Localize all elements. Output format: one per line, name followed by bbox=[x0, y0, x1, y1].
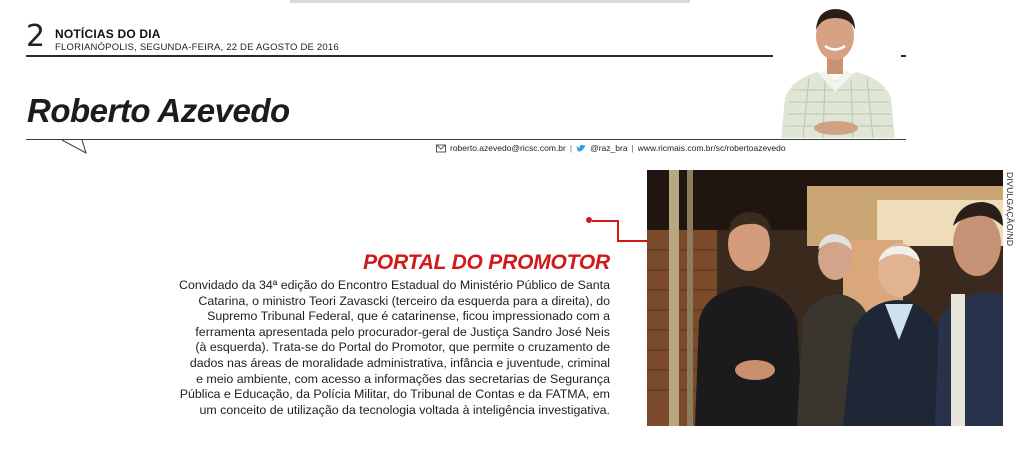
article-headline: PORTAL DO PROMOTOR bbox=[363, 251, 610, 274]
section-name: NOTÍCIAS DO DIA bbox=[55, 27, 161, 41]
website-link[interactable]: www.ricmais.com.br/sc/robertoazevedo bbox=[637, 143, 786, 153]
body-line: Catarina, o ministro Teori Zavascki (terceiro da esquerda para a direita), do bbox=[198, 293, 610, 308]
page-number: 2 bbox=[26, 19, 46, 54]
body-line: um conceito de utilização da tecnologia voltada à inteligência investigativa. bbox=[199, 402, 610, 417]
body-line: dados nas áreas de moralidade administrativa, infância e juventude, criminal bbox=[189, 355, 610, 370]
body-line: (à esquerda). Trata-se do Portal do Promotor, que permite o cruzamento de bbox=[195, 340, 610, 355]
body-line: Convidado da 34ª edição do Encontro Estadual do Ministério Público de Santa bbox=[179, 278, 610, 292]
article-body bbox=[176, 278, 610, 418]
body-line: e meio ambiente, com acesso a informações das secretarias de Segurança bbox=[196, 371, 610, 386]
callout-pointer-line bbox=[617, 220, 619, 241]
columnist-portrait bbox=[773, 0, 901, 138]
callout-pointer-line bbox=[617, 240, 648, 242]
twitter-icon bbox=[576, 144, 586, 153]
masthead-rule bbox=[26, 139, 906, 140]
article-photo bbox=[647, 170, 1003, 426]
body-line: Supremo Tribunal Federal, que é catarinense, ficou impressionado com a bbox=[207, 309, 610, 324]
email-link[interactable]: roberto.azevedo@ricsc.com.br bbox=[450, 143, 566, 153]
dateline: FLORIANÓPOLIS, SEGUNDA-FEIRA, 22 DE AGOSTO DE 2016 bbox=[55, 42, 339, 53]
contact-line bbox=[436, 143, 786, 153]
twitter-handle[interactable]: @raz_bra bbox=[590, 143, 628, 153]
email-icon bbox=[436, 144, 446, 153]
masthead-tail-decoration bbox=[62, 140, 88, 154]
callout-pointer-line bbox=[592, 220, 618, 222]
body-line: ferramenta apresentada pelo procurador-geral de Justiça Sandro José Neis bbox=[195, 324, 610, 339]
contact-separator: | bbox=[569, 143, 573, 153]
photo-credit: DIVULGAÇÃO/ND bbox=[1005, 172, 1015, 247]
columnist-name: Roberto Azevedo bbox=[27, 92, 290, 129]
contact-separator: | bbox=[631, 143, 634, 153]
top-divider-strip bbox=[290, 0, 690, 3]
body-line: Pública e Educação, da Polícia Militar, do Tribunal de Contas e da FATMA, em bbox=[179, 387, 610, 402]
